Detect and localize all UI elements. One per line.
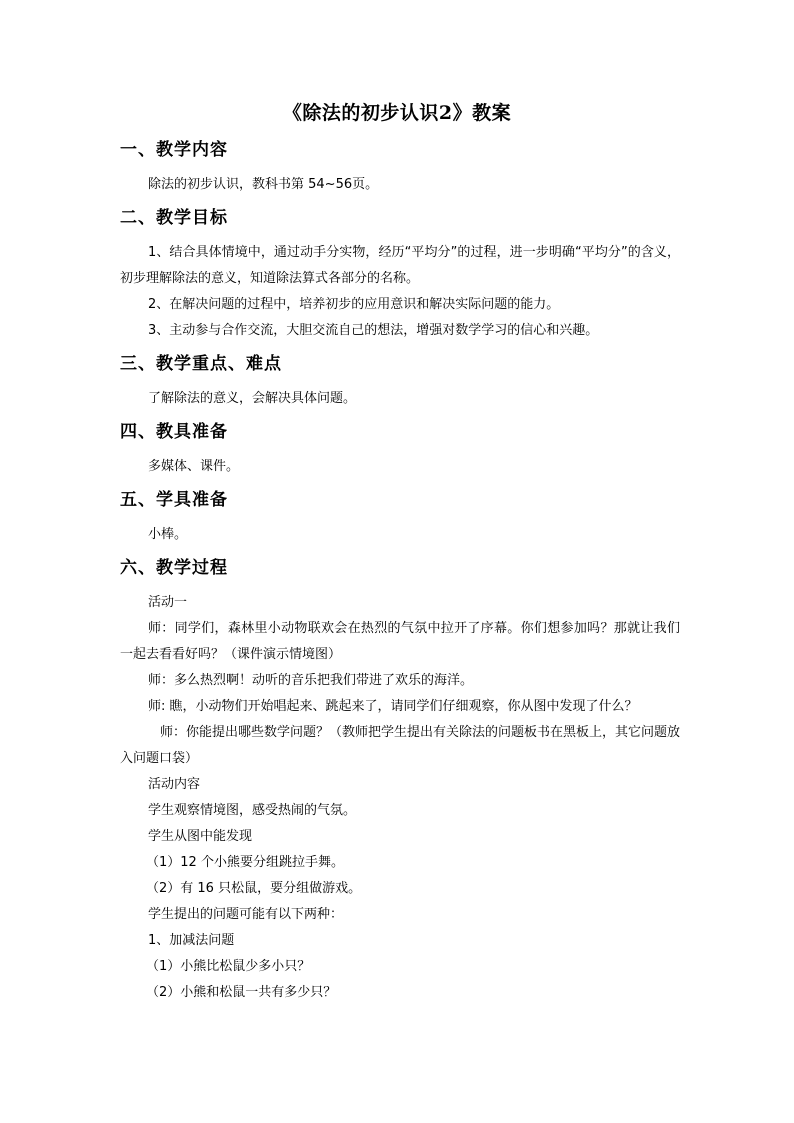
goal-item: 2、在解决问题的过程中，培养初步的应用意识和解决实际问题的能力。 [148, 297, 560, 312]
section-content-text: 除法的初步认识，教科书第 54~56页。 [148, 177, 379, 192]
goal-item: 3、主动参与合作交流，大胆交流自己的想法，增强对数学学习的信心和兴趣。 [148, 323, 599, 338]
document-title: 《除法的初步认识2》教案 [282, 102, 512, 124]
process-line: 活动内容 [148, 777, 201, 792]
section-heading-teaching-aids: 四、教具准备 [120, 422, 228, 442]
document-body [120, 138, 680, 1006]
process-line: （2）小熊和松鼠一共有多少只？ [146, 985, 337, 1000]
process-line: 师: 瞧，小动物们开始唱起来、跳起来了，请同学们仔细观察，你从图中发现了什么？ [148, 699, 638, 714]
section-heading-key-points: 三、教学重点、难点 [120, 354, 282, 374]
goal-item: 1、结合具体情境中，通过动手分实物，经历“平均分”的过程，进一步明确“平均分”的含义，初步理解除法的意义，知道除法算式各部分的名称。 [120, 245, 680, 286]
section-teaching-aids-text: 多媒体、课件。 [148, 459, 240, 474]
process-line: 活动一 [148, 595, 188, 610]
section-key-points-text: 了解除法的意义，会解决具体问题。 [148, 391, 357, 406]
section-heading-process: 六、教学过程 [120, 558, 228, 578]
process-line: 学生从图中能发现 [148, 829, 253, 844]
process-line: （2）有 16 只松鼠，要分组做游戏。 [146, 881, 362, 896]
process-line: 师：多么热烈啊！动听的音乐把我们带进了欢乐的海洋。 [148, 673, 474, 688]
process-line: （1）12 个小熊要分组跳拉手舞。 [146, 855, 344, 870]
process-line: 学生观察情境图，感受热闹的气氛。 [148, 803, 357, 818]
process-line: 学生提出的问题可能有以下两种： [148, 907, 344, 922]
process-line: 师：你能提出哪些数学问题？（教师把学生提出有关除法的问题板书在黑板上，其它问题放入问题口袋） [120, 725, 681, 766]
section-heading-content: 一、教学内容 [120, 140, 228, 160]
section-heading-goals: 二、教学目标 [120, 208, 228, 228]
process-line: 师：同学们，森林里小动物联欢会在热烈的气氛中拉开了序幕。你们想参加吗？那就让我们一起去看看好吗？（课件演示情境图） [120, 621, 680, 662]
process-line: 1、加减法问题 [148, 933, 235, 948]
section-heading-learning-aids: 五、学具准备 [120, 490, 228, 510]
section-learning-aids-text: 小棒。 [148, 527, 188, 542]
process-line: （1）小熊比松鼠少多小只？ [146, 959, 311, 974]
